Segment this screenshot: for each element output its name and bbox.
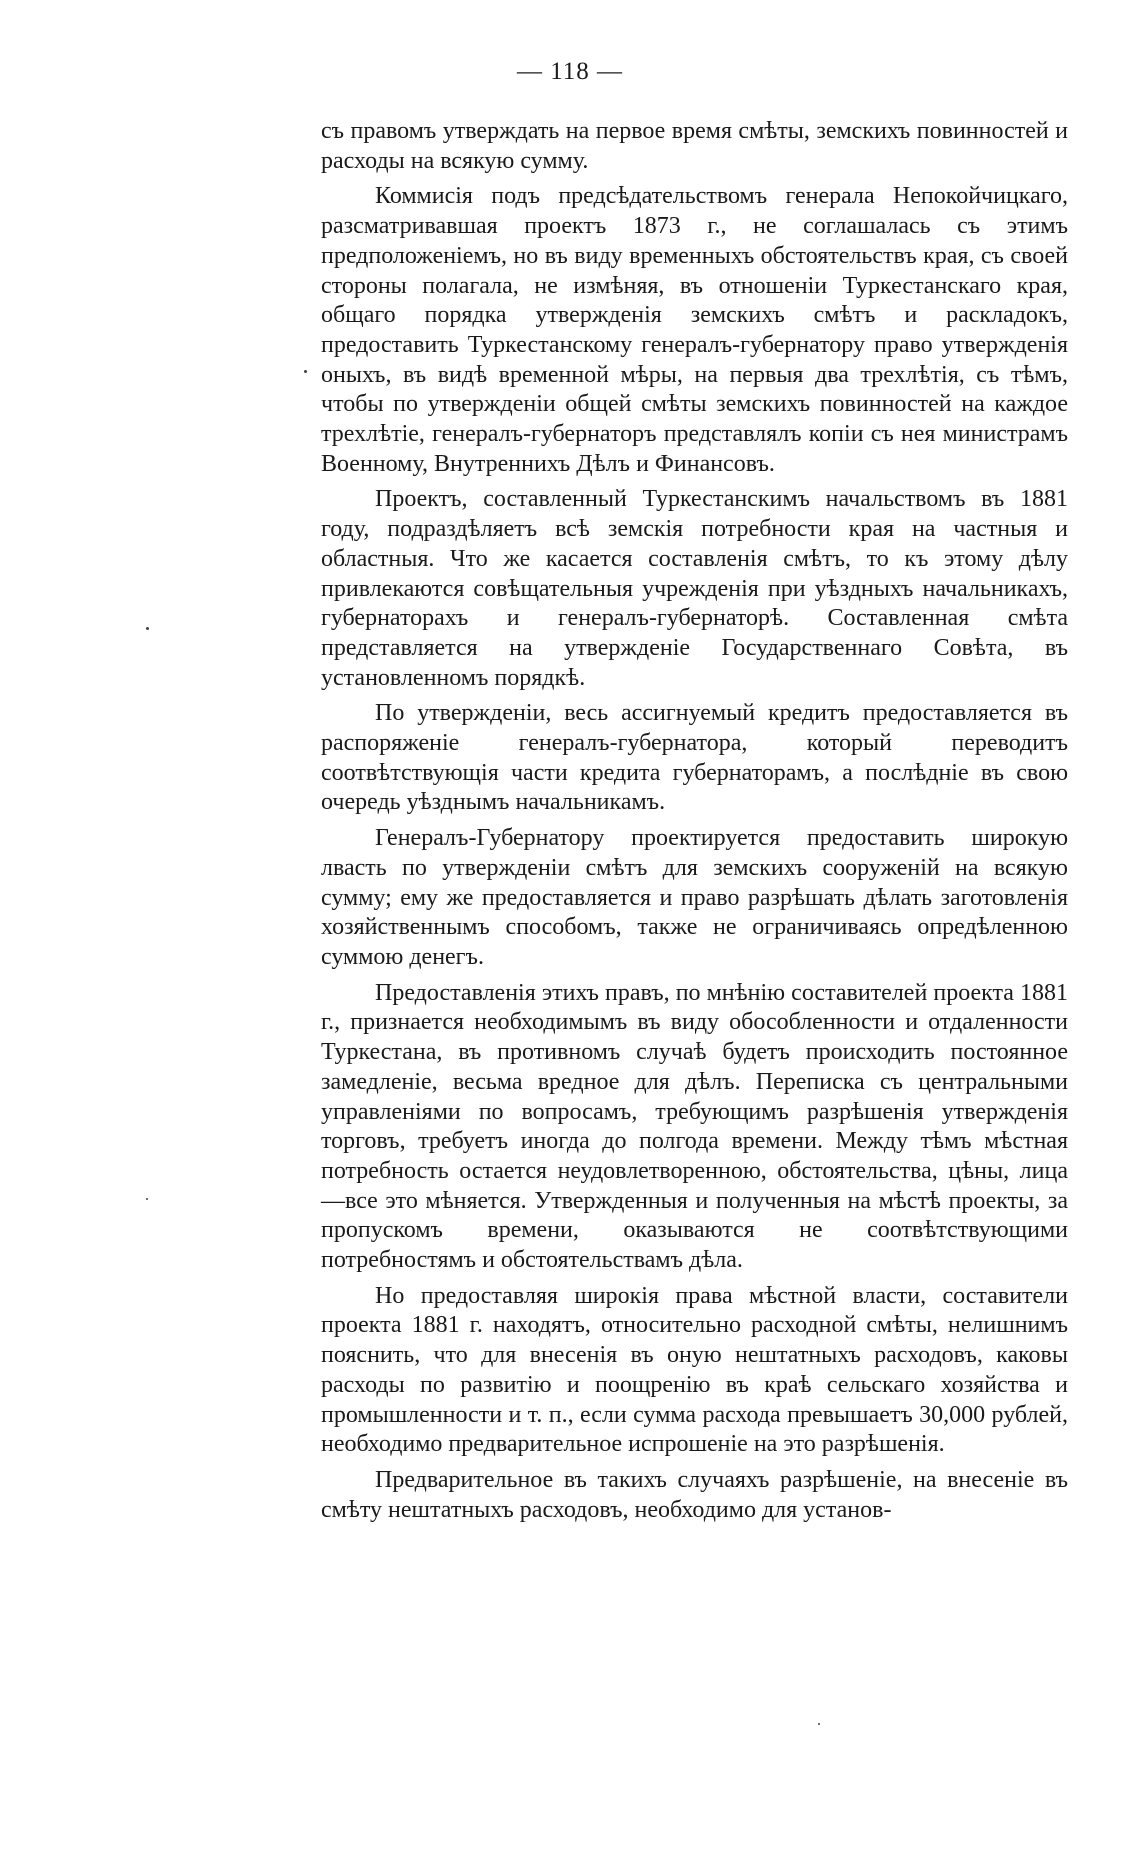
body-text [321, 117, 1068, 1531]
paper-speck [146, 627, 149, 630]
paragraph: Генералъ-Губернатору проектируется предоставить широкую лвасть по утвержденіи смѣтъ для земскихъ сооруженій на всякую сумму; ему же предоставляется и право разрѣшать дѣлать заготовленія хозяйственнымъ способомъ, также не ограничиваясь опредѣленною суммою денегъ. [321, 825, 1068, 970]
paper-speck [146, 1198, 148, 1200]
paper-speck [304, 370, 307, 373]
paragraph: съ правомъ утверждать на первое время смѣты, земскихъ повинностей и расходы на всякую сумму. [321, 118, 1068, 174]
paragraph: Проектъ, составленный Туркестанскимъ начальствомъ въ 1881 году, подраздѣляетъ всѣ земскія потребности края на частныя и областныя. Что же касается составленія смѣтъ, то къ этому дѣлу привлекаются совѣщательныя учрежденія при уѣздныхъ начальникахъ, губернаторахъ и генералъ-губернаторѣ. Составленная смѣта представляется на утвержденіе Государственнаго Совѣта, въ установленномъ порядкѣ. [321, 486, 1068, 691]
paragraph: По утвержденіи, весь ассигнуемый кредитъ предоставляется въ распоряженіе генералъ-губернатора, который переводитъ соотвѣтствующія части кредита губернаторамъ, а послѣдніе въ свою очередь уѣзднымъ начальникамъ. [321, 700, 1068, 816]
paragraph: Предоставленія этихъ правъ, по мнѣнію составителей проекта 1881 г., признается необходимымъ въ виду обособленности и отдаленности Туркестана, въ противномъ случаѣ будетъ происходить постоянное замедленіе, весьма вредное для дѣлъ. Переписка съ центральными управленіями по вопросамъ, требующимъ разрѣшенія утвержденія торговъ, требуетъ иногда до полгода времени. Между тѣмъ мѣстная потребность остается неудовлетворенною, обстоятельства, цѣны, лица—все это мѣняется. Утвержденныя и полученныя на мѣстѣ проекты, за пропускомъ времени, оказываются не соотвѣтствующими потребностямъ и обстоятельствамъ дѣла. [321, 979, 1068, 1274]
paragraph: Коммисія подъ предсѣдательствомъ генерала Непокойчицкаго, разсматривавшая проектъ 1873 г., не соглашалась съ этимъ предположеніемъ, но въ виду временныхъ обстоятельствъ края, съ своей стороны полагала, не измѣняя, въ отношеніи Туркестанскаго края, общаго порядка утвержденія земскихъ смѣтъ и раскладокъ, предоставить Туркестанскому генералъ-губернатору право утвержденія оныхъ, въ видѣ временной мѣры, на первыя два трехлѣтія, съ тѣмъ, чтобы по утвержденіи общей смѣты земскихъ повинностей на каждое трехлѣтіе, генералъ-губернаторъ представлялъ копіи съ нея министрамъ Военному, Внутреннихъ Дѣлъ и Финансовъ. [321, 183, 1068, 477]
page-number: — 118 — [516, 58, 624, 85]
paragraph: Но предоставляя широкія права мѣстной власти, составители проекта 1881 г. находятъ, относительно расходной смѣты, нелишнимъ пояснить, что для внесенія въ оную нештатныхъ расходовъ, каковы расходы по развитію и поощренію въ краѣ сельскаго хозяйства и промышленности и т. п., если сумма расхода превышаетъ 30,000 рублей, необходимо предварительное испрошеніе на это разрѣшенія. [321, 1282, 1068, 1458]
paragraph: Предварительное въ такихъ случаяхъ разрѣшеніе, на внесеніе въ смѣту нештатныхъ расходовъ, необходимо для установ- [321, 1466, 1068, 1523]
paper-speck [818, 1723, 820, 1725]
